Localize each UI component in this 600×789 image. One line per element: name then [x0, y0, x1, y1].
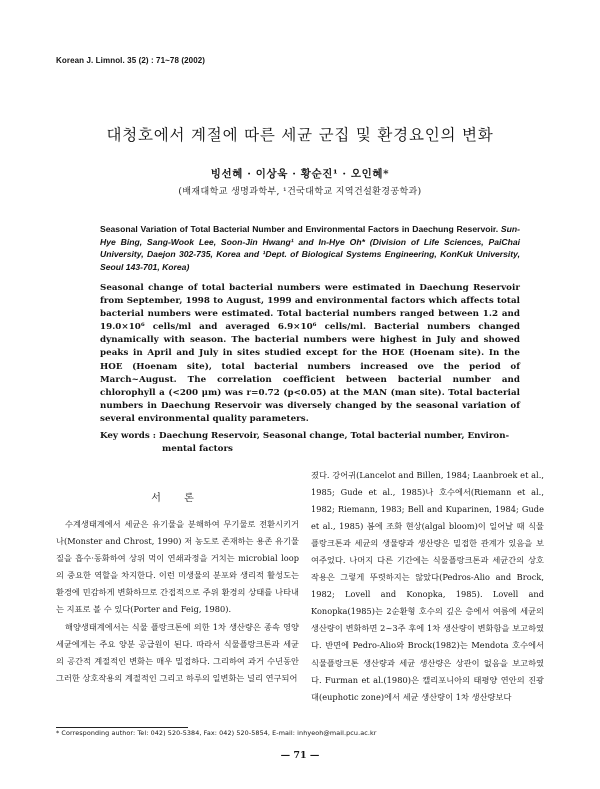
intro-paragraph-2: 해양생태계에서는 식물 플랑크톤에 의한 1차 생산량은 종속 영양 세균에게는 주요 양분 공급원이 된다. 따라서 식물플랑크톤과 세균의 공간적 계절적인 변화는 매우 밀접하다. 그리하여 과거 수년동안 그러한 상호작용의 계절적인 그리고 하루의 일변화는 널리 연구되어	[56, 621, 299, 683]
english-authors: Sun-Hye Bing, Sang-Wook Lee, Soon-Jin Hwang¹ and In-Hye Oh*	[100, 224, 520, 247]
abstract: Seasonal change of total bacterial numbers were estimated in Daechung Reservoir from September, 1998 to August, 1999 and environmental factors which affects total bacterial numbers were estimated. Total bacterial numbers ranged between 1.2 and 19.0×10⁶ cells/ml and averaged 6.9×10⁶ cells/ml. Bacterial numbers changed dynamically with season. The bacterial numbers were highest in July and showed peaks in April and July in sites studied except for the HOE (Hoenam site). In the HOE (Hoenam site), total bacterial numbers increased ove the period of March~August. The correlation coefficient between bacterial number and chlorophyll a (<200 μm) was r=0.72 (p<0.05) at the MAN (man site). Total bacterial numbers in Daechung Reservoir was diversely changed by the seasonal variation of several environmental quality parameters.	[100, 283, 520, 424]
page-number: — 71 —	[280, 750, 320, 761]
right-column	[311, 467, 544, 706]
english-title-block	[100, 223, 520, 273]
keywords-text-line1: Daechung Reservoir, Seasonal change, Total bacterial number, Environ-	[159, 431, 510, 441]
intro-paragraph-1: 수계생태계에서 세균은 유기물을 분해하여 무기물로 전환시키거나(Monster and Chrost, 1990) 저 농도로 존재하는 용존 유기물질을 흡수·동화하여 상위 먹이 연쇄과정을 거치는 microbial loop의 중요한 역할을 차지한다. 이런 미생물의 분포와 생리적 활성도는 환경에 민감하게 변화하므로 간접적으로 주위 환경의 상태를 나타내는 지표로 볼 수 있다(Porter and Feig, 1980).	[56, 519, 299, 615]
journal-citation: Korean J. Limnol. 35 (2) : 71~78 (2002)	[56, 56, 206, 65]
author-affiliation: (배재대학교 생명과학부, ¹건국대학교 지역건설환경공학과)	[178, 187, 422, 197]
keywords-text-line2: mental factors	[162, 444, 233, 454]
keywords	[100, 430, 520, 456]
author-list: 빙선혜 · 이상욱 · 황순진¹ · 오인혜*	[210, 168, 390, 180]
section-heading-introduction: 서 론	[151, 493, 204, 504]
keywords-label: Key words :	[100, 431, 160, 441]
intro-paragraph-continued: 졌다. 강어귀(Lancelot and Billen, 1984; Laanbroek et al., 1985; Gude et al., 1985)나 호수에서(Riemann et al., 1982; Riemann, 1983; Bell and Kuparinen, 1984; Gude et al., 1985) 봄에 조화 현상(algal bloom)이 일어날 때 식물플랑크톤과 세균의 생물량과 생산량은 밀접한 관계가 있음을 보여주었다. 나머지 다른 기간에는 식물플랑크톤과 세균간의 상호작용은 그렇게 뚜렷하지는 않았다(Pedros-Alio and Brock, 1982; Lovell and Konopka, 1985). Lovell and Konopka(1985)는 2순환형 호수의 깊은 층에서 여름에 세균의 생산량이 변화하면 2~3주 후에 1차 생산량이 변화함을 보고하였다. 반면에 Pedro-Alio와 Brock(1982)는 Mendota 호수에서 식물플랑크톤 생산량과 세균 생산량은 상관이 없음을 보고하였다. Furman et al.(1980)은 캘리포니아의 태평양 연안의 진광대(euphotic zone)에서 세균 생산량이 1차 생산량보다	[311, 470, 544, 702]
english-title: Seasonal Variation of Total Bacterial Number and Environmental Factors in Daechung Reservoir.	[100, 224, 499, 234]
corresponding-author-footnote: * Corresponding author: Tel: 042) 520-5384, Fax: 042) 520-5854, E-mail: inhyeoh@mail.pcu.ac.kr	[56, 729, 377, 737]
english-affiliation: (Division of Life Sciences, PaiChai University, Daejon 302-735, Korea and ¹Dept. of Biological Systems Engineering, KonKuk University, Seoul 143-701, Korea)	[100, 236, 520, 272]
left-column	[56, 516, 299, 687]
footnote-divider	[56, 727, 188, 728]
paper-title: 대청호에서 계절에 따른 세균 군집 및 환경요인의 변화	[106, 126, 494, 144]
